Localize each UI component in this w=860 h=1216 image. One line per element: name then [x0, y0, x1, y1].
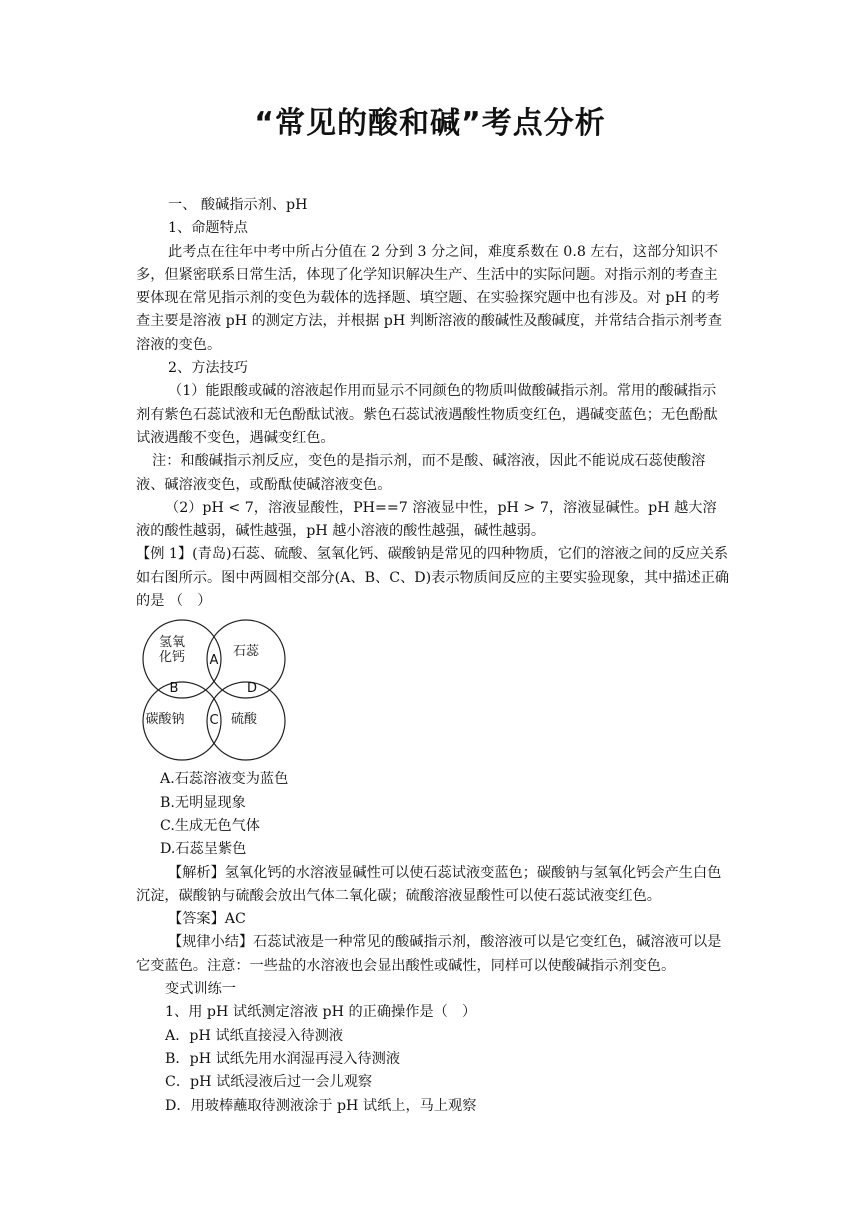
label-D: D	[246, 681, 257, 697]
option-item: D．用玻棒蘸取待测液涂于 pH 试纸上，马上观察	[165, 1097, 477, 1114]
option-item: B．pH 试纸先用水润湿再浸入待测液	[165, 1050, 401, 1067]
summary-paragraph: 【规律小结】石蕊试液是一种常见的酸碱指示剂，酸溶液可以是它变红色，碱溶液可以是它变蓝色。注意：一些盐的水溶液也会显出酸性或碱性，同样可以使酸碱指示剂变色。	[136, 934, 722, 974]
page-title: “常见的酸和碱”考点分析	[254, 106, 606, 141]
example-paragraph: 【例 1】(青岛)石蕊、硫酸、氢氧化钙、碳酸钠是常见的四种物质，它们的溶液之间的反应关系如右图所示。图中两圆相交部分(A、B、C、D)表示物质间反应的主要实验现象，其中描述正确的是 （ ）	[136, 546, 730, 610]
label-A: A	[209, 653, 219, 669]
option-item: A．pH 试纸直接浸入待测液	[165, 1027, 344, 1044]
label-line: 化钙	[158, 650, 185, 666]
question: 1、用 pH 试纸测定溶液 pH 的正确操作是（ ）	[165, 1004, 477, 1021]
label-B: B	[169, 681, 179, 697]
label-sodium-carbonate: 碳酸钠	[145, 712, 185, 728]
answer-paragraph: 【答案】AC	[168, 911, 246, 928]
option-item: D.石蕊呈紫色	[160, 841, 247, 858]
analysis-paragraph: 【解析】氢氧化钙的水溶液显碱性可以使石蕊试液变蓝色；碳酸钠与氢氧化钙会产生白色沉淀，碳酸钠与硫酸会放出气体二氧化碳；硫酸溶液显酸性可以使石蕊试液变红色。	[136, 864, 722, 904]
paragraph: （1）能跟酸或碱的溶液起作用而显示不同颜色的物质叫做酸碱指示剂。常用的酸碱指示剂有紫色石蕊试液和无色酚酞试液。紫色石蕊试液遇酸性物质变红色，遇碱变蓝色；无色酚酞试液遇酸不变色，遇碱变红色。	[136, 383, 718, 446]
section-heading: 一、 酸碱指示剂、pH	[168, 197, 308, 213]
document-body	[136, 194, 730, 1118]
label-sulfuric-acid: 硫酸	[230, 712, 257, 728]
subsection-heading: 2、方法技巧	[168, 360, 248, 377]
option-item: C.生成无色气体	[160, 817, 260, 834]
option-item: B.无明显现象	[160, 794, 246, 811]
subsection-heading: 1、命题特点	[168, 220, 248, 237]
option-item: C．pH 试纸浸液后过一会儿观察	[165, 1074, 373, 1091]
option-item: A.石蕊溶液变为蓝色	[160, 771, 289, 788]
label-C: C	[209, 713, 219, 729]
practice-heading: 变式训练一	[165, 981, 236, 998]
label-litmus: 石蕊	[232, 644, 259, 660]
note-paragraph: 注：和酸碱指示剂反应，变色的是指示剂，而不是酸、碱溶液，因此不能说成石蕊使酸溶液、碱溶液变色，或酚酞使碱溶液变色。	[136, 453, 706, 493]
label-line: 氢氧	[158, 635, 185, 651]
paragraph: （2）pH < 7，溶液显酸性，PH==7 溶液显中性，pH > 7，溶液显碱性。pH 越大溶液的酸性越弱，碱性越强，pH 越小溶液的酸性越强，碱性越弱。	[136, 499, 717, 540]
paragraph: 此考点在往年中考中所占分值在 2 分到 3 分之间，难度系数在 0.8 左右，这部分知识不多，但紧密联系日常生活，体现了化学知识解决生产、生活中的实际问题。对指示剂的考查主要体现在常见指示剂的变色为载体的选择题、填空题、在实验探究题中也有涉及。对 pH 的考查主要是溶液 pH 的测定方法，并根据 pH 判断溶液的酸碱性及酸碱度，并常结合指示剂考查溶液的变色。	[136, 243, 722, 353]
label-calcium-hydroxide	[154, 635, 190, 665]
venn-diagram	[136, 619, 296, 764]
